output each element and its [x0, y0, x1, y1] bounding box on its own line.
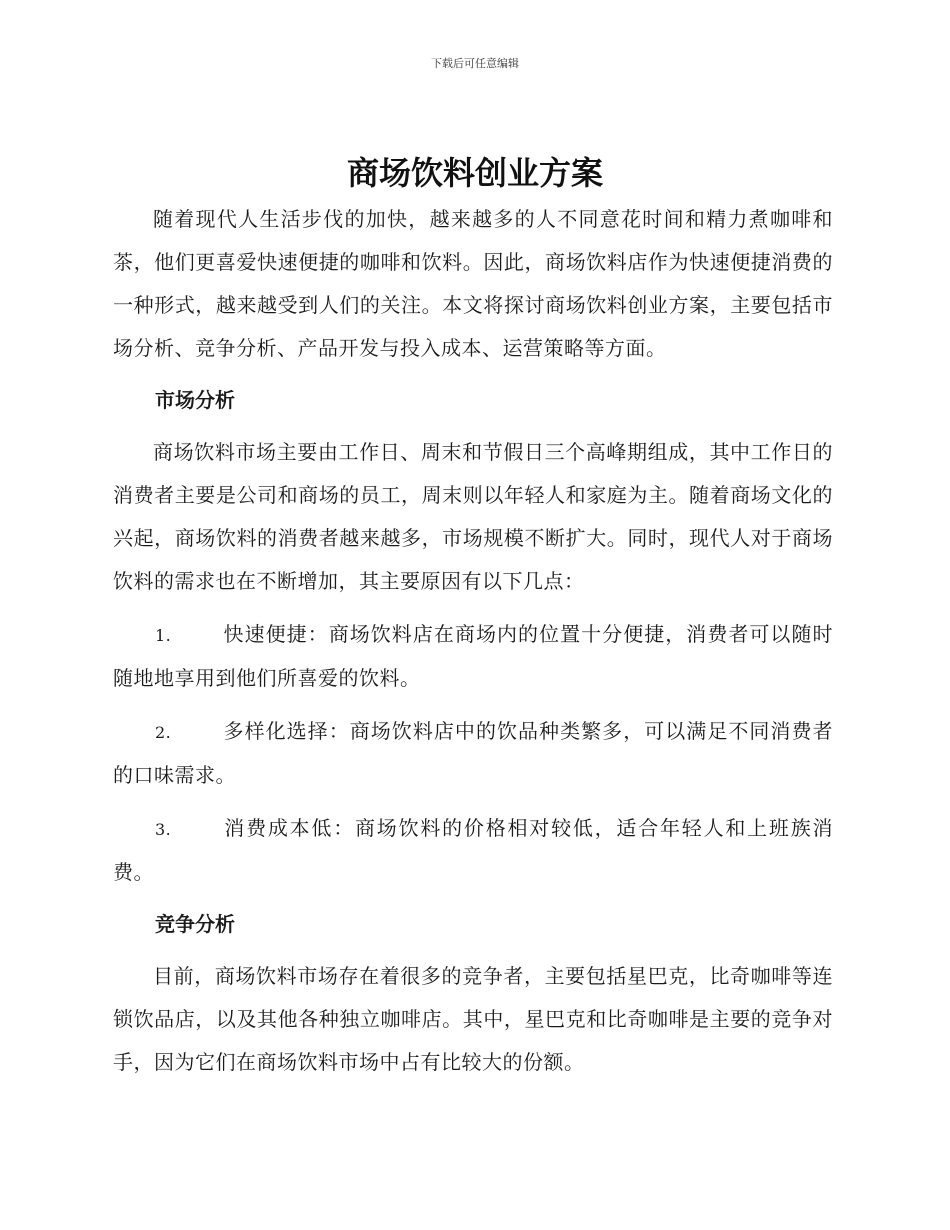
document-body	[113, 198, 833, 1084]
intro-paragraph: 随着现代人生活步伐的加快，越来越多的人不同意花时间和精力煮咖啡和茶，他们更喜爱快速便捷的咖啡和饮料。因此，商场饮料店作为快速便捷消费的一种形式，越来越受到人们的关注。本文将探讨商场饮料创业方案，主要包括市场分析、竞争分析、产品开发与投入成本、运营策略等方面。	[113, 207, 833, 360]
market-paragraph: 商场饮料市场主要由工作日、周末和节假日三个高峰期组成，其中工作日的消费者主要是公司和商场的员工，周末则以年轻人和家庭为主。随着商场文化的兴起，商场饮料的消费者越来越多，市场规模不断扩大。同时，现代人对于商场饮料的需求也在不断增加，其主要原因有以下几点：	[113, 440, 833, 593]
list-item-2	[113, 710, 833, 797]
list-item-text: 多样化选择：商场饮料店中的饮品种类繁多，可以满足不同消费者的口味需求。	[113, 719, 833, 787]
list-item-text: 消费成本低：商场饮料的价格相对较低，适合年轻人和上班族消费。	[113, 816, 833, 884]
document-title: 商场饮料创业方案	[346, 154, 603, 192]
list-item-1	[113, 613, 833, 700]
page-header-note: 下载后可任意编辑	[431, 57, 519, 70]
section-heading-market: 市场分析	[155, 388, 235, 412]
list-number: 3.	[155, 820, 172, 839]
list-item-3	[113, 807, 833, 894]
section-heading-competition: 竞争分析	[155, 912, 235, 936]
competition-paragraph: 目前，商场饮料市场存在着很多的竞争者，主要包括星巴克，比奇咖啡等连锁饮品店，以及其他各种独立咖啡店。其中，星巴克和比奇咖啡是主要的竞争对手，因为它们在商场饮料市场中占有比较大的份额。	[113, 964, 833, 1074]
list-item-text: 快速便捷：商场饮料店在商场内的位置十分便捷，消费者可以随时随地地享用到他们所喜爱的饮料。	[113, 622, 833, 690]
list-number: 1.	[155, 626, 172, 645]
list-number: 2.	[155, 723, 172, 742]
